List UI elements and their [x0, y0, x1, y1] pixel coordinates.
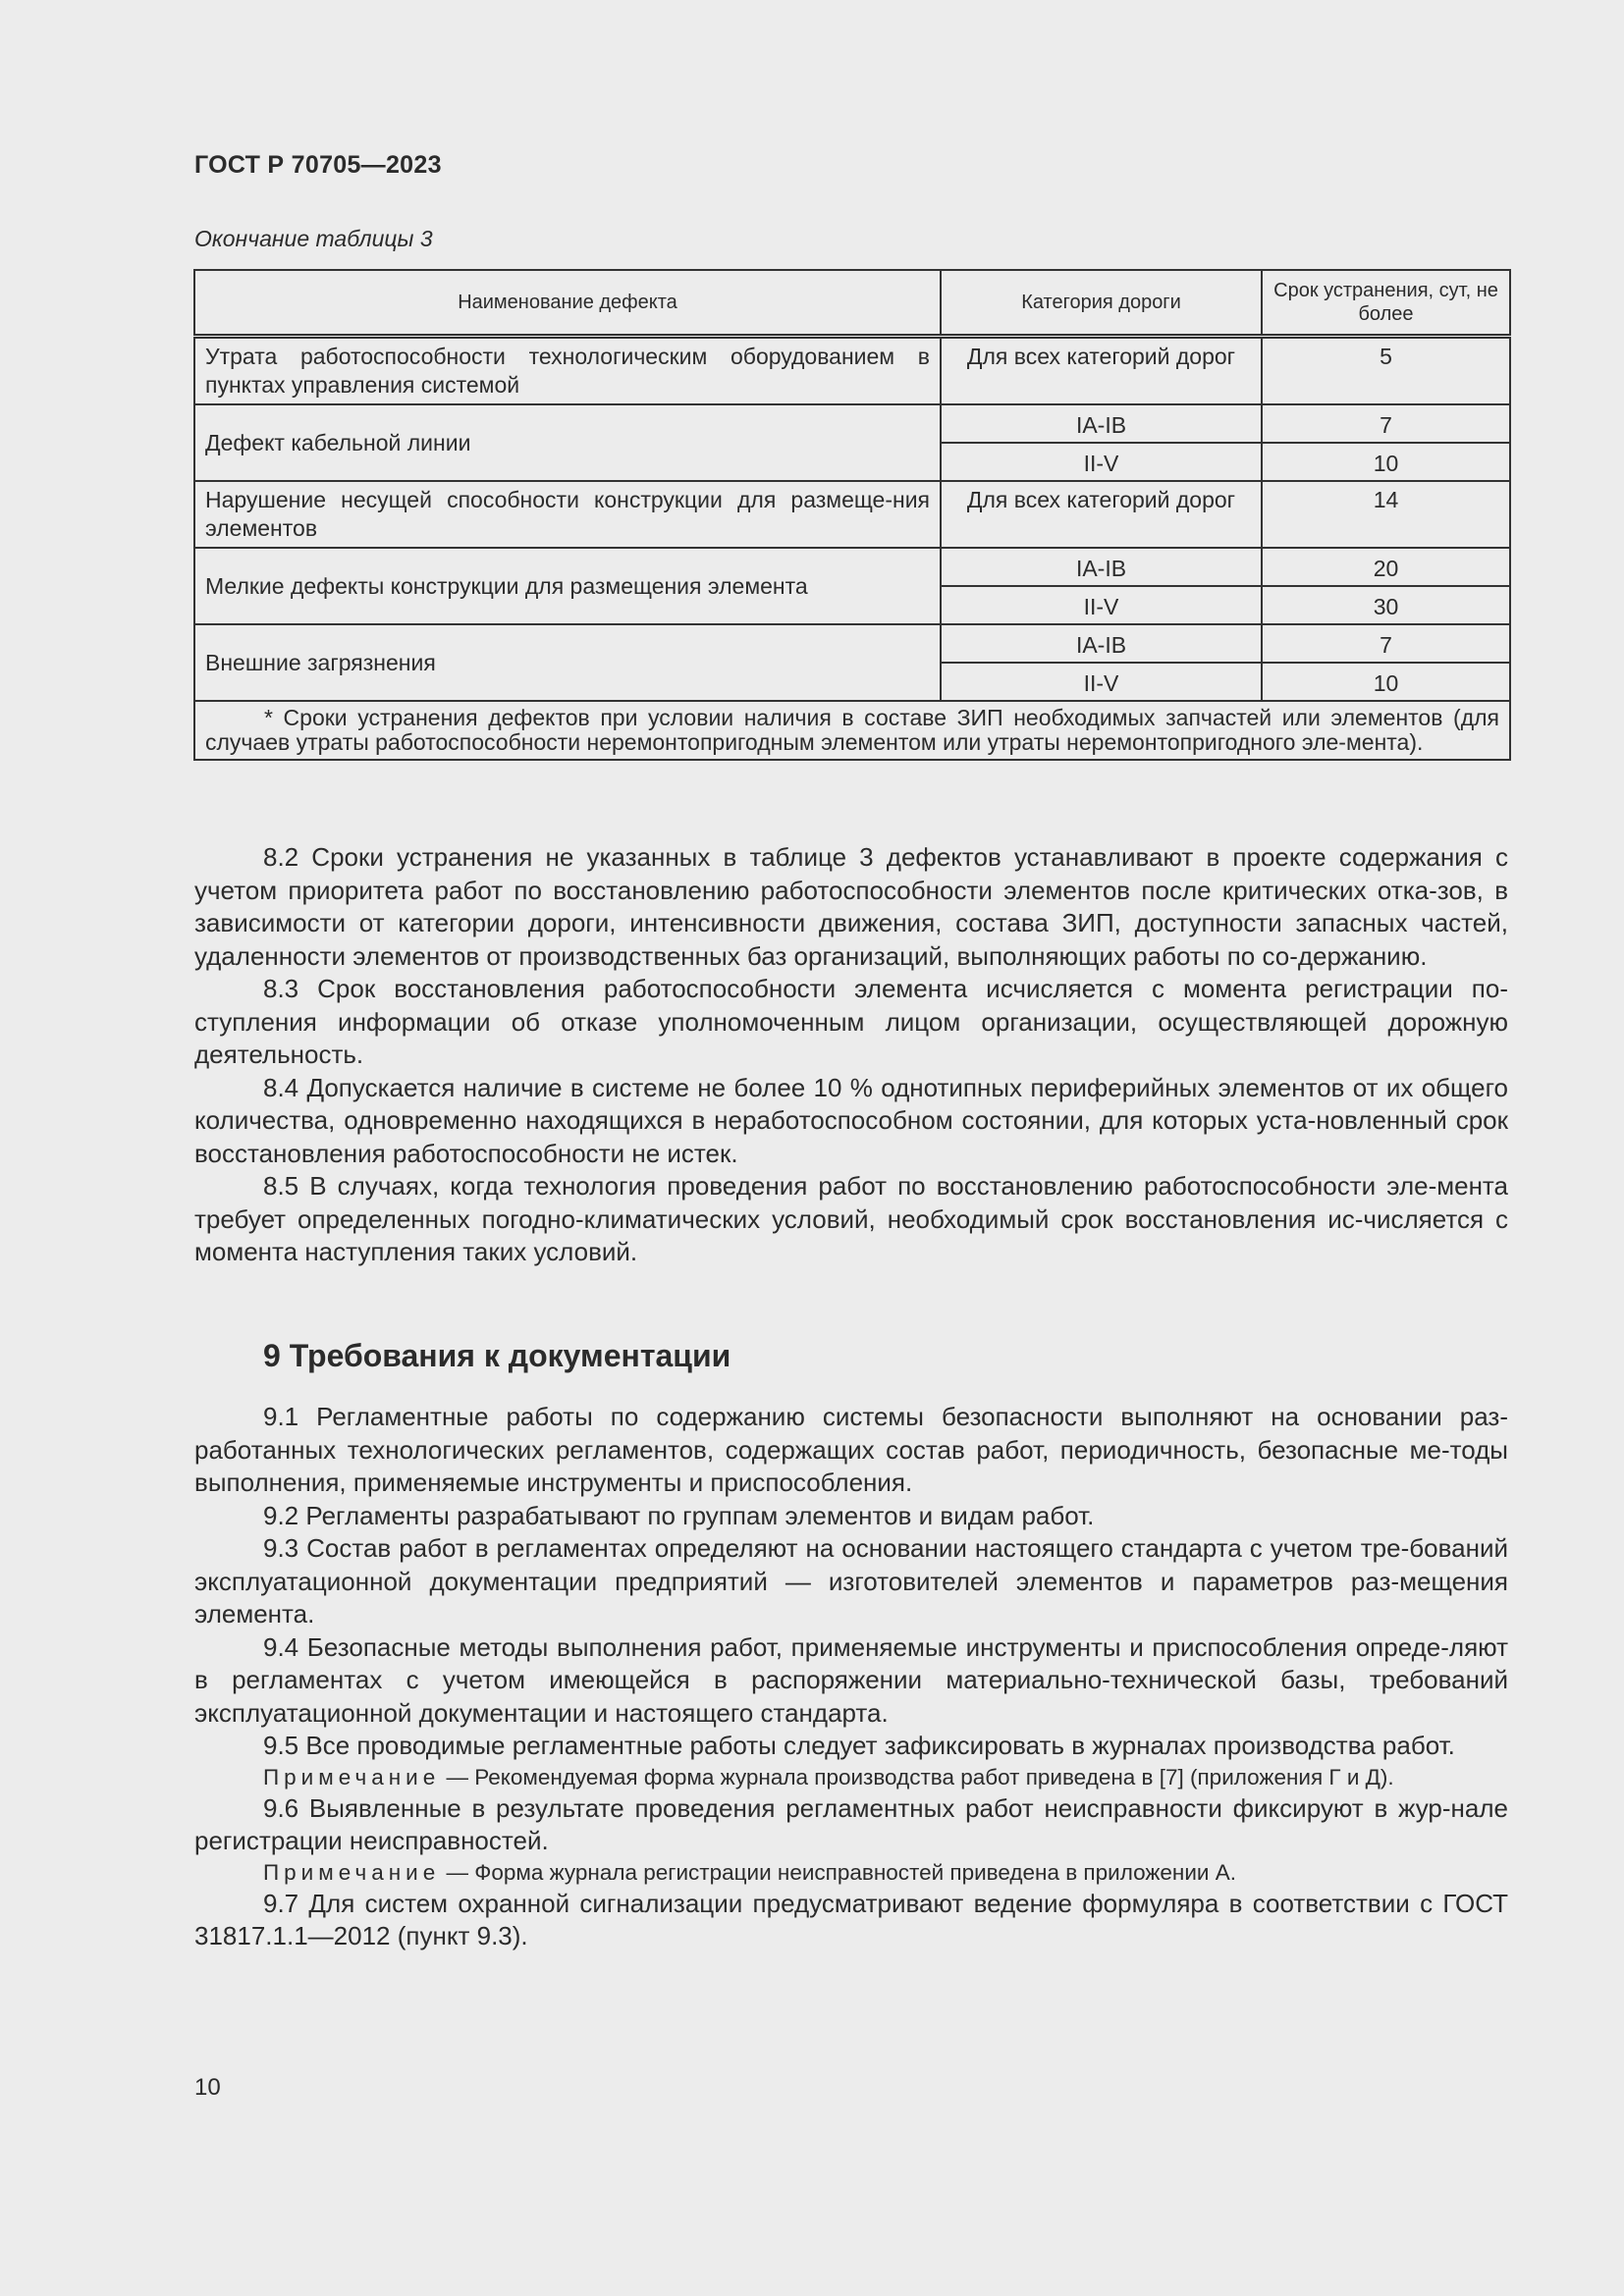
road-category: IA-IB: [941, 624, 1262, 663]
repair-term: 10: [1262, 443, 1510, 481]
paragraph-9-7: 9.7 Для систем охранной сигнализации предусматривают ведение формуляра в соответствии с ГОСТ 31817.1.1—2012 (пункт 9.3).: [194, 1888, 1508, 1950]
defect-name: Дефект кабельной линии: [194, 404, 941, 481]
defect-name: Внешние загрязнения: [194, 624, 941, 701]
road-category: IA-IB: [941, 404, 1262, 443]
defects-table: [193, 269, 1511, 761]
paragraph-8-2: 8.2 Сроки устранения не указанных в таблице 3 дефектов устанавливают в проекте содержания с учетом приоритета работ по восстановлению работоспособности элементов после критических отка-зов, в зависимости от категории дороги, интенсивности движения, состава ЗИП, доступности запасных частей, удаленности элементов от производственных баз организаций, выполняющих работы по со-держанию.: [194, 842, 1508, 971]
paragraph-8-3: 8.3 Срок восстановления работоспособности элемента исчисляется с момента регистрации по-ступления информации об отказе уполномоченным лицом организации, осуществляющей дорожную деятельность.: [194, 974, 1508, 1069]
page-number: 10: [194, 2074, 221, 2101]
defect-name: Мелкие дефекты конструкции для размещения элемента: [194, 548, 941, 624]
road-category: II-V: [941, 586, 1262, 624]
road-category: Для всех категорий дорог: [941, 481, 1262, 548]
paragraph-9-1: 9.1 Регламентные работы по содержанию системы безопасности выполняют на основании раз-работанных технологических регламентов, содержащих состав работ, периодичность, безопасные ме-тоды выполнения, применяемые инструменты и приспособления.: [194, 1402, 1508, 1497]
paragraph-9-4: 9.4 Безопасные методы выполнения работ, применяемые инструменты и приспособления опреде-ляют в регламентах с учетом имеющейся в распоряжении материально-технической базы, требований эксплуатационной документации и настоящего стандарта.: [194, 1631, 1508, 1728]
table-row: [194, 481, 1510, 548]
repair-term: 14: [1262, 481, 1510, 548]
table-header-row: [194, 270, 1510, 337]
paragraph-8-5: 8.5 В случаях, когда технология проведения работ по восстановлению работоспособности эле-мента требует определенных погодно-климатических условий, необходимый срок восстановления ис-числяется с момента наступления таких условий.: [194, 1171, 1508, 1266]
note-text: — Рекомендуемая форма журнала производства работ приведена в [7] (приложения Г и Д).: [440, 1764, 1394, 1789]
defect-name: Нарушение несущей способности конструкции для размеще-ния элементов: [194, 481, 941, 548]
table-caption: Окончание таблицы 3: [194, 226, 433, 251]
note-label: Примечание: [263, 1764, 441, 1789]
table-footnote: * Сроки устранения дефектов при условии наличия в составе ЗИП необходимых запчастей или элементов (для случаев утраты работоспособности неремонтопригодным элементом или утраты неремонтопригодного эле-мента).: [194, 701, 1510, 760]
repair-term: 7: [1262, 404, 1510, 443]
paragraph-9-2: 9.2 Регламенты разрабатывают по группам элементов и видам работ.: [263, 1500, 1095, 1530]
repair-term: 30: [1262, 586, 1510, 624]
section-9-text: [194, 1401, 1508, 1953]
paragraph-9-5: 9.5 Все проводимые регламентные работы следует зафиксировать в журналах производства работ.: [263, 1731, 1455, 1760]
table-footnote-row: [194, 701, 1510, 760]
table-row: [194, 404, 1510, 443]
section-9-title: 9 Требования к документации: [263, 1338, 731, 1373]
document-code: ГОСТ Р 70705—2023: [194, 151, 442, 179]
defect-name: Утрата работоспособности технологическим оборудованием в пунктах управления системой: [194, 337, 941, 405]
table-row: [194, 337, 1510, 405]
repair-term: 10: [1262, 663, 1510, 701]
road-category: II-V: [941, 443, 1262, 481]
table-row: [194, 548, 1510, 586]
repair-term: 20: [1262, 548, 1510, 586]
column-header-category: Категория дороги: [941, 270, 1262, 337]
repair-term: 7: [1262, 624, 1510, 663]
paragraph-8-4: 8.4 Допускается наличие в системе не более 10 % однотипных периферийных элементов от их общего количества, одновременно находящихся в неработоспособном состоянии, для которых уста-новленный срок восстановления работоспособности не истек.: [194, 1072, 1508, 1168]
road-category: IA-IB: [941, 548, 1262, 586]
column-header-defect: Наименование дефекта: [194, 270, 941, 337]
note-text: — Форма журнала регистрации неисправностей приведена в приложении А.: [440, 1859, 1236, 1885]
repair-term: 5: [1262, 337, 1510, 405]
paragraph-9-6: 9.6 Выявленные в результате проведения регламентных работ неисправности фиксируют в жур-нале регистрации неисправностей.: [194, 1792, 1508, 1855]
table-row: [194, 624, 1510, 663]
note-9-5: [194, 1763, 1508, 1792]
road-category: II-V: [941, 663, 1262, 701]
section-8-text: [194, 841, 1508, 1269]
road-category: Для всех категорий дорог: [941, 337, 1262, 405]
column-header-term: Срок устранения, сут, не более: [1262, 270, 1510, 337]
note-label: Примечание: [263, 1859, 441, 1885]
note-9-6: [194, 1858, 1508, 1888]
paragraph-9-3: 9.3 Состав работ в регламентах определяют на основании настоящего стандарта с учетом тре-бований эксплуатационной документации предприятий — изготовителей элементов и параметров раз-мещения элемента.: [194, 1533, 1508, 1629]
